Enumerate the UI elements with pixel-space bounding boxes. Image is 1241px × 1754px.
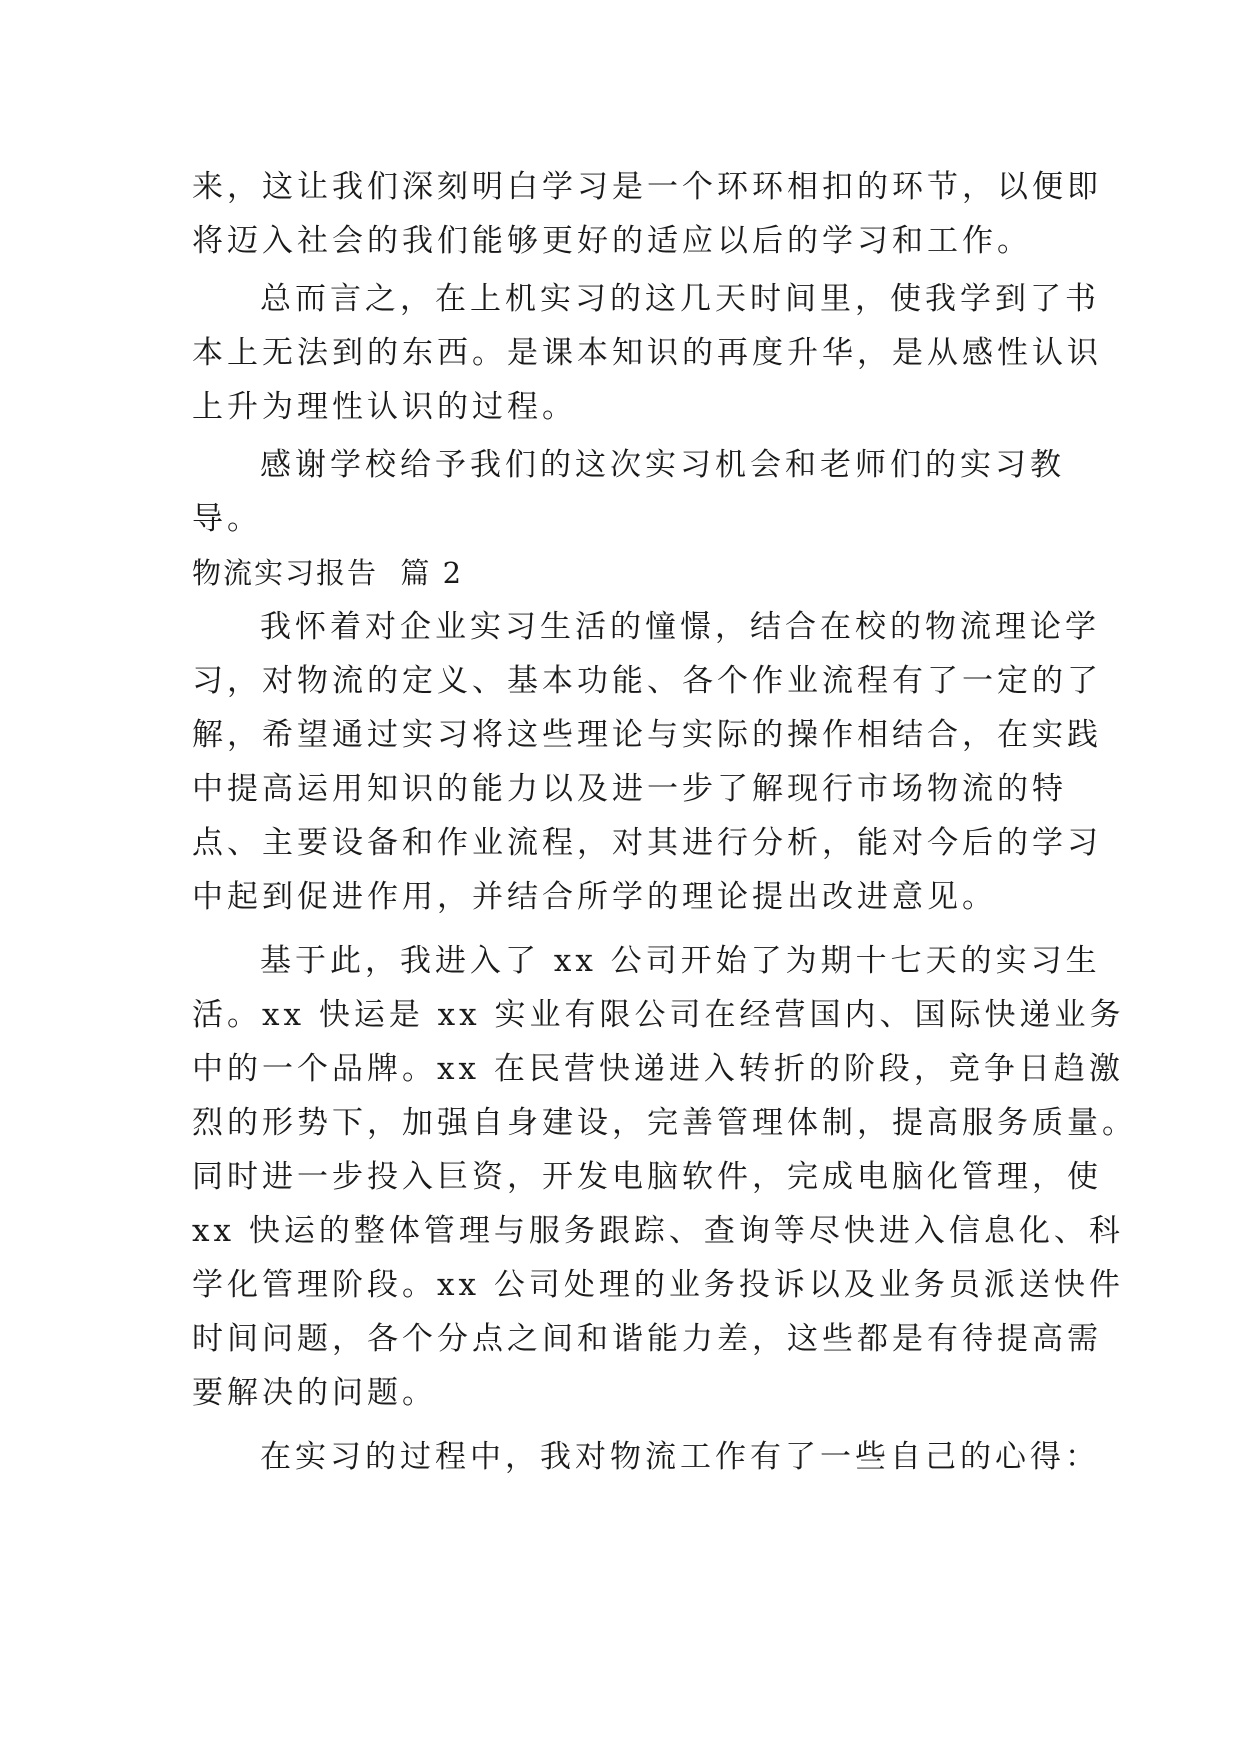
text-line: 基于此，我进入了 xx 公司开始了为期十七天的实习生	[260, 943, 1101, 979]
text-line: 习，对物流的定义、基本功能、各个作业流程有了一定的了	[192, 663, 1102, 699]
text-line: 将迈入社会的我们能够更好的适应以后的学习和工作。	[192, 223, 1032, 259]
text-line: 要解决的问题。	[192, 1375, 437, 1411]
text-line: 中的一个品牌。xx 在民营快递进入转折的阶段，竞争日趋激	[192, 1051, 1124, 1087]
text-line: 导。	[192, 501, 262, 537]
section-heading: 物流实习报告 篇 2	[192, 556, 464, 590]
text-line: 烈的形势下，加强自身建设，完善管理体制，提高服务质量。	[192, 1105, 1137, 1141]
text-line: 活。xx 快运是 xx 实业有限公司在经营国内、国际快递业务	[192, 997, 1125, 1033]
text-line: 中提高运用知识的能力以及进一步了解现行市场物流的特	[192, 771, 1067, 807]
text-line: 总而言之，在上机实习的这几天时间里，使我学到了书	[260, 281, 1100, 317]
paragraph-company	[192, 934, 1137, 1420]
text-line: 时间问题，各个分点之间和谐能力差，这些都是有待提高需	[192, 1321, 1102, 1357]
paragraph-intro	[192, 600, 1102, 924]
text-line: 点、主要设备和作业流程，对其进行分析，能对今后的学习	[192, 825, 1102, 861]
text-line: 来，这让我们深刻明白学习是一个环环相扣的环节，以便即	[192, 169, 1102, 205]
text-line: 本上无法到的东西。是课本知识的再度升华，是从感性认识	[192, 335, 1102, 371]
text-line: 中起到促进作用，并结合所学的理论提出改进意见。	[192, 879, 997, 915]
paragraph-summary	[192, 272, 1102, 434]
paragraph-continued	[192, 160, 1102, 268]
text-line: 感谢学校给予我们的这次实习机会和老师们的实习教	[260, 447, 1065, 483]
text-line: 我怀着对企业实习生活的憧憬，结合在校的物流理论学	[260, 609, 1100, 645]
document-body	[192, 160, 1137, 1484]
text-line: xx 快运的整体管理与服务跟踪、查询等尽快进入信息化、科	[192, 1213, 1124, 1249]
text-line: 学化管理阶段。xx 公司处理的业务投诉以及业务员派送快件	[192, 1267, 1124, 1303]
paragraph-thanks	[192, 438, 1065, 546]
paragraph-experience	[192, 1430, 1100, 1484]
text-line: 上升为理性认识的过程。	[192, 389, 577, 425]
text-line: 同时进一步投入巨资，开发电脑软件，完成电脑化管理，使	[192, 1159, 1102, 1195]
text-line: 解，希望通过实习将这些理论与实际的操作相结合，在实践	[192, 717, 1102, 753]
text-line: 在实习的过程中，我对物流工作有了一些自己的心得：	[260, 1439, 1100, 1475]
